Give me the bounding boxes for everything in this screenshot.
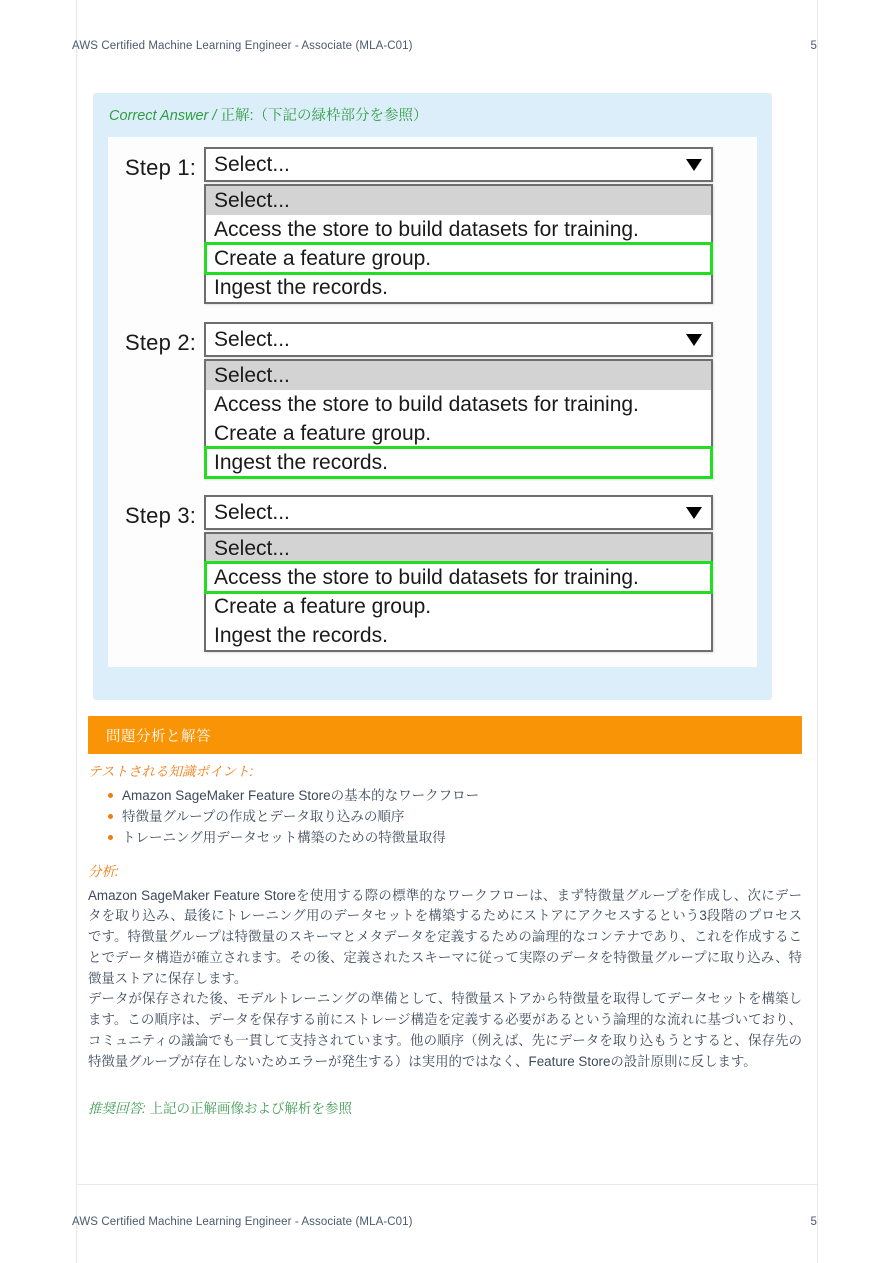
correct-answer-heading-en: Correct Answer / (109, 108, 221, 124)
step-3-option-list[interactable] (204, 532, 713, 652)
step-1-dropdown[interactable] (204, 147, 713, 304)
analysis-paragraph-1: Amazon SageMaker Feature Storeを使用する際の標準的なワークフローは、まず特徴量グループを作成し、次にデータを取り込み、最後にトレーニング用のデータセットを構築するためにストアにアクセスするという3段階のプロセスです。特徴量グループは特徴量のスキーマとメタデータを定義するための論理的なコンテナであり、これを作成することでデータ構造が確立されます。その後、定義されたスキーマに従って実際のデータを特徴量グループに取り込み、特徴量ストアに保存します。 (88, 887, 802, 986)
step-3-option-1[interactable]: Access the store to build datasets for training. (206, 563, 711, 592)
correct-answer-panel (93, 93, 772, 700)
footer-title: AWS Certified Machine Learning Engineer - Associate (MLA-C01) (72, 1216, 413, 1228)
step-1-label: Step 1: (125, 155, 197, 180)
knowledge-points-list (88, 785, 802, 848)
correct-answer-heading-jp: 正解:（下記の緑枠部分を参照） (220, 108, 428, 124)
step-2-option-1[interactable]: Access the store to build datasets for training. (214, 393, 639, 416)
running-header (72, 40, 817, 52)
step-1-selected-value: Select... (214, 153, 290, 176)
step-1-option-2[interactable]: Create a feature group. (206, 244, 711, 273)
analysis-section-title: 問題分析と解答 (106, 728, 211, 745)
analysis-paragraph-2: データが保存された後、モデルトレーニングの準備として、特徴量ストアから特徴量を取得してデータセットを構築します。この順序は、データを保存する前にストレージ構造を定義する必要があるという論理的な流れに基づいており、コミュニティの議論でも一貫して支持されています。他の順序（例えば、先にデータを取り込もうとすると、保存先の特徴量グループが存在しないためエラーが発生する）は実用的ではなく、Feature Storeの設計原則に反します。 (88, 991, 802, 1069)
step-2-option-0[interactable]: Select... (206, 361, 711, 390)
step-3-dropdown[interactable] (204, 495, 713, 652)
step-1-option-0[interactable]: Select... (206, 186, 711, 215)
list-item: トレーニング用データセット構築のための特徴量取得 (108, 827, 802, 848)
step-3-select-box[interactable] (204, 495, 713, 530)
step-1-option-1[interactable]: Access the store to build datasets for training. (214, 218, 639, 241)
step-2-select-box[interactable] (204, 322, 713, 357)
analysis-heading: 分析: (88, 864, 119, 880)
running-footer (72, 1216, 817, 1228)
recommended-answer (88, 1099, 352, 1119)
step-3-label: Step 3: (125, 503, 197, 528)
recommended-answer-label: 推奨回答: (88, 1101, 146, 1116)
recommended-answer-text: 上記の正解画像および解析を参照 (145, 1101, 353, 1116)
page-left-rule (76, 0, 77, 1263)
chevron-down-icon[interactable] (686, 334, 702, 346)
page-right-rule (817, 0, 818, 1263)
exam-screenshot (108, 137, 757, 667)
step-3-option-3[interactable]: Ingest the records. (214, 624, 388, 647)
step-1-option-list[interactable] (204, 184, 713, 304)
chevron-down-icon[interactable] (686, 507, 702, 519)
step-2-label: Step 2: (125, 330, 197, 355)
footer-divider (77, 1184, 817, 1185)
step-1-option-3[interactable]: Ingest the records. (214, 276, 388, 299)
step-2-selected-value: Select... (214, 328, 290, 351)
analysis-body (88, 762, 802, 1073)
step-1-select-box[interactable] (204, 147, 713, 182)
footer-page-number: 5 (810, 1216, 817, 1228)
step-3-option-0[interactable]: Select... (206, 534, 711, 563)
step-2-option-list[interactable] (204, 359, 713, 479)
correct-answer-heading (109, 104, 428, 125)
step-2-dropdown[interactable] (204, 322, 713, 479)
header-page-number: 5 (810, 40, 817, 52)
list-item: Amazon SageMaker Feature Storeの基本的なワークフロー (108, 785, 802, 806)
header-title: AWS Certified Machine Learning Engineer - Associate (MLA-C01) (72, 40, 413, 52)
step-3-selected-value: Select... (214, 501, 290, 524)
step-2-option-3[interactable]: Ingest the records. (206, 448, 711, 477)
chevron-down-icon[interactable] (686, 159, 702, 171)
step-3-option-2[interactable]: Create a feature group. (214, 595, 432, 618)
analysis-section-banner (88, 716, 802, 754)
knowledge-points-heading: テストされる知識ポイント: (88, 764, 254, 779)
step-2-option-2[interactable]: Create a feature group. (214, 422, 432, 445)
list-item: 特徴量グループの作成とデータ取り込みの順序 (108, 806, 802, 827)
